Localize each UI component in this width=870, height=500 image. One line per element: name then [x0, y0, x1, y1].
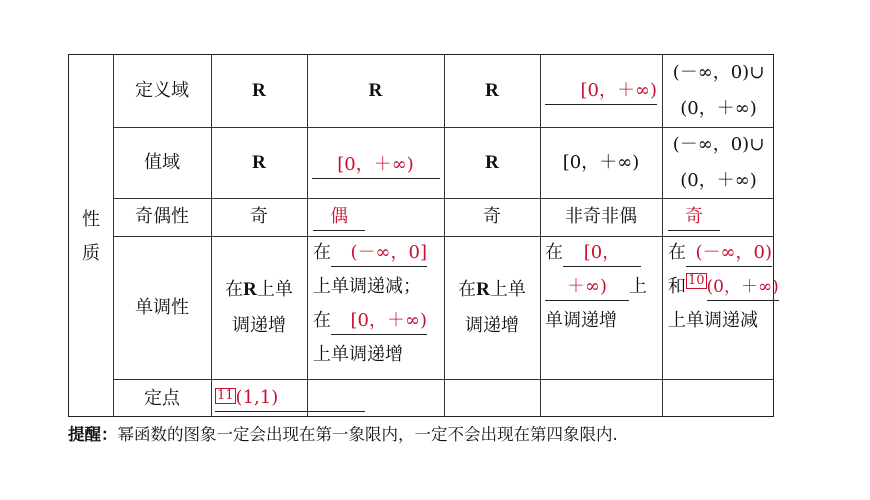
- mono-answer: ＋∞): [545, 274, 629, 301]
- mono-text: 在: [313, 242, 331, 263]
- mono-text: 上单: [489, 278, 526, 300]
- row-header-fixed-point: 定点: [144, 387, 180, 409]
- range-part2: (0，＋∞): [680, 169, 757, 191]
- monotonicity-cell: [662, 236, 779, 379]
- mono-text: 上: [629, 276, 647, 297]
- domain-cell: [662, 55, 775, 127]
- domain-cell: [540, 55, 662, 127]
- range-cell: R: [485, 151, 499, 173]
- mono-text: 上单调递减；: [313, 276, 421, 297]
- range-cell: [662, 127, 775, 198]
- parity-answer: 奇: [668, 204, 720, 231]
- parity-cell: 奇: [250, 206, 268, 227]
- fixed-point-cell: [211, 379, 411, 418]
- monotonicity-cell: [307, 236, 444, 379]
- parity-cell: [662, 198, 775, 236]
- answer-number-box: 10: [688, 273, 705, 288]
- mono-answer: [0，＋∞): [331, 308, 427, 335]
- mono-text: 在: [668, 242, 686, 263]
- range-cell: [307, 127, 444, 198]
- mono-answer: (－∞，0): [686, 240, 772, 267]
- domain-cell: R: [368, 80, 383, 101]
- monotonicity-cell: [540, 236, 662, 379]
- answer-number-box: 11: [217, 388, 234, 403]
- range-cell: R: [252, 151, 266, 173]
- range-part1: (－∞，0)∪: [672, 133, 765, 155]
- parity-answer: 偶: [313, 204, 365, 231]
- mono-answer: (－∞，0]: [331, 240, 427, 267]
- mono-text: R: [476, 278, 490, 300]
- mono-text: 和: [668, 276, 686, 297]
- parity-cell: [307, 198, 444, 236]
- mono-text: 在: [313, 310, 331, 331]
- mono-text: 上单: [256, 278, 293, 300]
- monotonicity-cell: [444, 236, 540, 379]
- mono-answer: (0，＋∞): [707, 274, 779, 301]
- fixed-point-answer: (1,1): [235, 387, 279, 408]
- mono-text: 在: [225, 278, 244, 300]
- reminder-note: [68, 421, 618, 445]
- domain-cell: R: [485, 80, 499, 101]
- monotonicity-cell: [211, 236, 307, 379]
- parity-cell: 非奇非偶: [565, 206, 637, 227]
- row-header-range: 值域: [144, 151, 180, 173]
- parity-cell: 奇: [483, 206, 501, 227]
- mono-text: R: [243, 278, 257, 300]
- row-header-parity: 奇偶性: [135, 206, 189, 227]
- mono-text: 上单调递减: [668, 310, 758, 331]
- domain-part1: (－∞，0)∪: [672, 62, 765, 83]
- mono-text: 单调递增: [545, 310, 617, 331]
- reminder-label: 提醒：: [68, 425, 118, 444]
- range-cell: [0，＋∞): [562, 151, 640, 173]
- reminder-text: 幂函数的图象一定会出现在第一象限内，一定不会出现在第四象限内.: [117, 425, 618, 444]
- mono-text: 上单调递增: [313, 344, 403, 365]
- domain-answer: [0，＋∞): [545, 78, 657, 105]
- group-label: 性 质: [82, 208, 100, 264]
- mono-text: 在: [545, 242, 563, 263]
- mono-text: 在: [458, 278, 477, 300]
- row-header-monotonicity: 单调性: [135, 296, 189, 318]
- domain-cell: R: [252, 80, 266, 101]
- row-header-domain: 定义域: [135, 80, 189, 101]
- range-answer: [0，＋∞): [312, 152, 440, 179]
- domain-part2: (0，＋∞): [680, 98, 757, 119]
- mono-text: 调递增: [465, 314, 519, 336]
- power-function-properties-table: [68, 54, 779, 417]
- mono-answer: [0，: [563, 240, 641, 267]
- mono-text: 调递增: [232, 314, 286, 336]
